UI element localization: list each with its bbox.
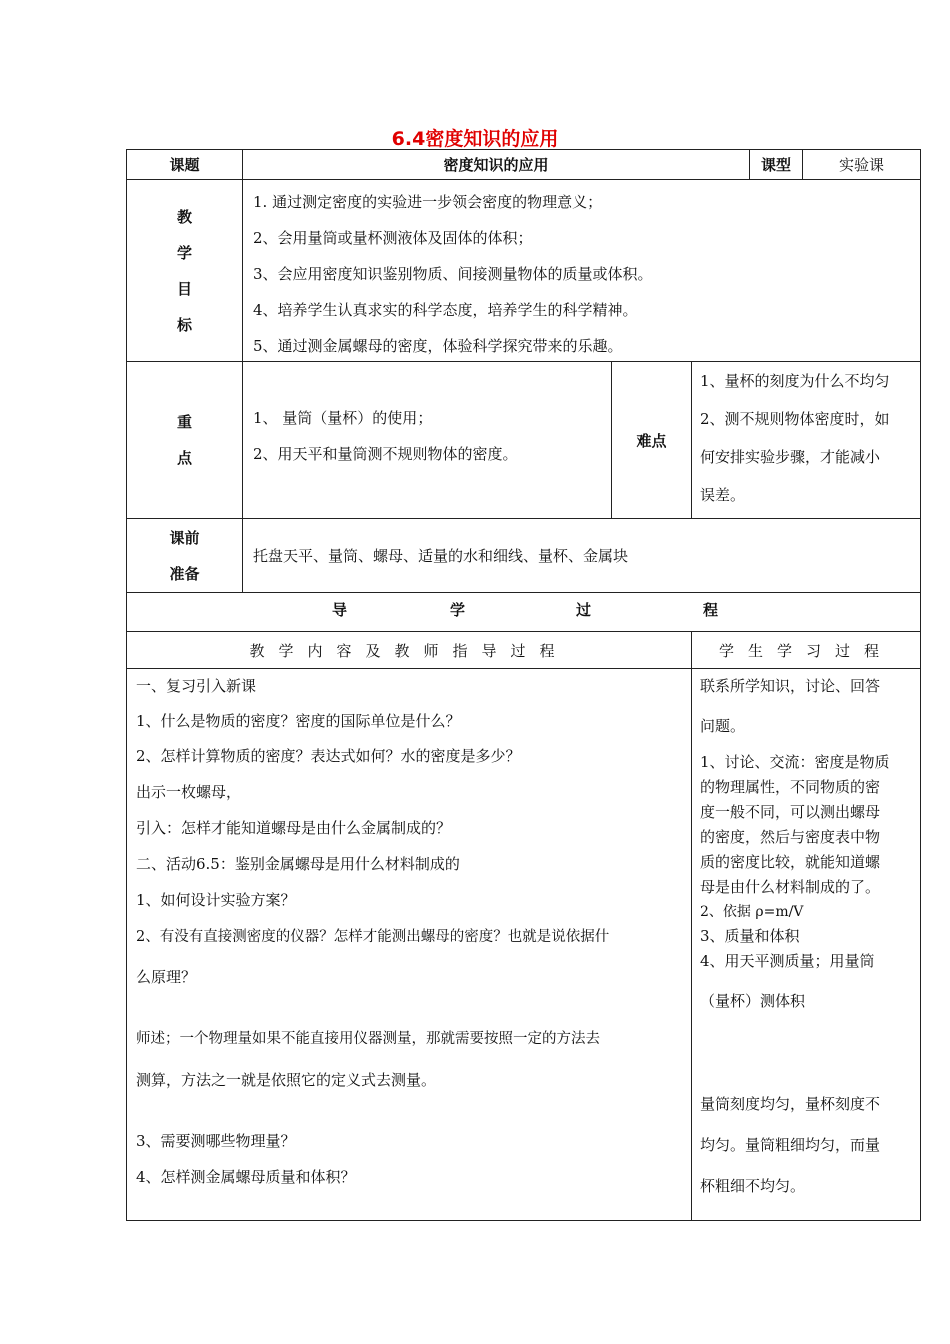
student-line: 杯粗细不均匀。 xyxy=(700,1177,806,1195)
teacher-line: 测算，方法之一就是依照它的定义式去测量。 xyxy=(136,1071,437,1089)
type-label-cell xyxy=(749,149,803,180)
process-heading-char: 导 xyxy=(332,601,348,619)
student-line: 2、依据 ρ=m/V xyxy=(700,904,804,920)
preparation-text: 托盘天平、量筒、螺母、适量的水和细线、量杯、金属块 xyxy=(253,547,629,565)
objectives-label-char: 目 xyxy=(176,279,192,298)
teacher-line: 2、有没有直接测密度的仪器？怎样才能测出螺母的密度？也就是说依据什 xyxy=(136,929,610,945)
key-point-item: 2、用天平和量筒测不规则物体的密度。 xyxy=(253,445,518,463)
objectives-label-char: 教 xyxy=(176,207,192,226)
topic-value-cell xyxy=(242,149,750,180)
type-value: 实验课 xyxy=(838,156,884,174)
objective-item: 3、会应用密度知识鉴别物质、间接测量物体的质量或体积。 xyxy=(253,265,653,283)
difficulty-label-cell xyxy=(611,361,692,519)
teacher-line: 师述；一个物理量如果不能直接用仪器测量，那就需要按照一定的方法去 xyxy=(136,1031,600,1047)
student-line: 的物理属性，不同物质的密 xyxy=(700,778,881,796)
teacher-line: 二、活动6.5：鉴别金属螺母是用什么材料制成的 xyxy=(136,855,460,873)
teacher-header-cell xyxy=(126,631,692,669)
objectives-content-cell xyxy=(242,179,921,362)
process-heading-char: 程 xyxy=(703,601,719,619)
teacher-line: 1、什么是物质的密度？密度的国际单位是什么？ xyxy=(136,712,461,730)
key-points-label-char: 重 xyxy=(176,413,192,431)
process-heading-cell xyxy=(126,592,921,632)
student-line: 4、用天平测质量；用量筒 xyxy=(700,952,875,970)
student-line: 均匀。量筒粗细均匀，而量 xyxy=(700,1136,881,1154)
objective-item: 2、会用量筒或量杯测液体及固体的体积； xyxy=(253,229,533,247)
teacher-line: 一、复习引入新课 xyxy=(136,677,257,695)
teacher-header: 教学内容及教师指导过程 xyxy=(249,641,569,660)
teacher-line: 出示一枚螺母， xyxy=(136,783,242,801)
student-header-cell xyxy=(691,631,921,669)
teacher-content-cell xyxy=(126,668,692,1221)
objectives-label-char: 标 xyxy=(176,315,192,334)
student-line: 问题。 xyxy=(700,717,746,735)
student-header: 学生学习过程 xyxy=(718,641,893,660)
student-content-cell xyxy=(691,668,921,1221)
topic-label-cell xyxy=(126,149,243,180)
key-points-label-char: 点 xyxy=(176,449,192,467)
preparation-label-cell xyxy=(126,518,243,593)
teacher-line: 2、怎样计算物质的密度？表达式如何？水的密度是多少？ xyxy=(136,747,521,765)
type-label: 课型 xyxy=(760,156,791,174)
preparation-label-line: 准备 xyxy=(169,564,200,583)
student-line: 质的密度比较，就能知道螺 xyxy=(700,853,881,871)
student-line: 联系所学知识，讨论、回答 xyxy=(700,677,881,695)
objective-item: 4、培养学生认真求实的科学态度，培养学生的科学精神。 xyxy=(253,301,638,319)
difficulty-line: 误差。 xyxy=(700,486,746,504)
teacher-line: 么原理？ xyxy=(136,968,197,986)
teacher-line: 3、需要测哪些物理量？ xyxy=(136,1132,296,1150)
student-line: 量筒刻度均匀，量杯刻度不 xyxy=(700,1095,881,1113)
key-points-content-cell xyxy=(242,361,612,519)
teacher-line: 4、怎样测金属螺母质量和体积？ xyxy=(136,1168,356,1186)
topic-value: 密度知识的应用 xyxy=(443,156,549,174)
student-line: 1、讨论、交流：密度是物质 xyxy=(700,753,890,771)
student-line: 的密度，然后与密度表中物 xyxy=(700,828,881,846)
student-line: 3、质量和体积 xyxy=(700,927,800,945)
student-line: 度一般不同，可以测出螺母 xyxy=(700,803,881,821)
teacher-line: 引入：怎样才能知道螺母是由什么金属制成的？ xyxy=(136,819,452,837)
difficulty-line: 1、量杯的刻度为什么不均匀 xyxy=(700,372,890,390)
objective-item: 5、通过测金属螺母的密度，体验科学探究带来的乐趣。 xyxy=(253,337,623,355)
preparation-content-cell xyxy=(242,518,921,593)
preparation-label-line: 课前 xyxy=(169,528,200,547)
process-heading-char: 学 xyxy=(450,601,466,619)
process-heading-char: 过 xyxy=(576,601,592,619)
student-line: （量杯）测体积 xyxy=(700,992,806,1010)
page-title: 6.4密度知识的应用 xyxy=(391,128,559,150)
topic-label: 课题 xyxy=(169,156,200,174)
objectives-label-cell xyxy=(126,179,243,362)
difficulty-line: 何安排实验步骤，才能减小 xyxy=(700,448,881,466)
difficulty-line: 2、测不规则物体密度时，如 xyxy=(700,410,890,428)
difficulty-content-cell xyxy=(691,361,921,519)
objective-item: 1. 通过测定密度的实验进一步领会密度的物理意义； xyxy=(253,193,603,211)
objectives-label-char: 学 xyxy=(176,243,192,262)
student-line: 母是由什么材料制成的了。 xyxy=(700,878,881,896)
difficulty-label: 难点 xyxy=(636,431,667,450)
type-value-cell xyxy=(802,149,921,180)
key-points-label-cell xyxy=(126,361,243,519)
key-point-item: 1、 量筒（量杯）的使用； xyxy=(253,409,433,427)
teacher-line: 1、如何设计实验方案？ xyxy=(136,891,296,909)
